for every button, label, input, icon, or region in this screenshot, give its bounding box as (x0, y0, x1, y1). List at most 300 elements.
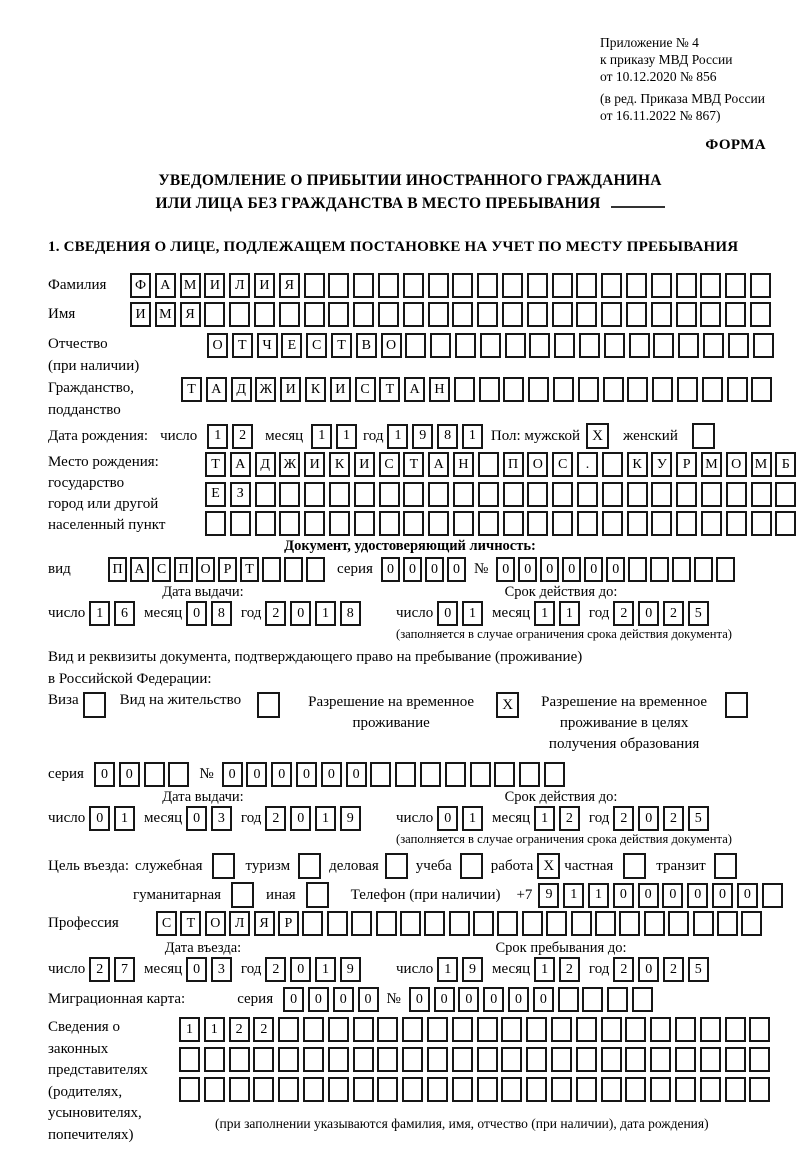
char-box[interactable] (576, 273, 597, 298)
char-box[interactable] (501, 1047, 522, 1072)
char-box[interactable] (403, 273, 424, 298)
char-box[interactable] (424, 911, 445, 936)
char-box[interactable] (526, 1077, 547, 1102)
char-box[interactable]: С (552, 452, 573, 477)
char-box[interactable] (303, 1047, 324, 1072)
char-box[interactable] (353, 302, 374, 327)
char-box[interactable]: К (627, 452, 648, 477)
char-box[interactable]: И (254, 273, 275, 298)
char-box[interactable] (279, 511, 300, 536)
char-box[interactable]: 0 (533, 987, 554, 1012)
char-box[interactable] (552, 273, 573, 298)
char-box[interactable]: 0 (271, 762, 292, 787)
char-box[interactable] (477, 273, 498, 298)
char-box[interactable] (328, 273, 349, 298)
char-box[interactable]: 0 (381, 557, 400, 582)
char-box[interactable]: 9 (412, 424, 433, 449)
purpose-transit-checkbox[interactable] (714, 853, 737, 879)
char-box[interactable]: Д (231, 377, 252, 402)
gender-female-checkbox[interactable] (692, 423, 715, 449)
purpose-work-checkbox[interactable]: X (537, 853, 560, 879)
char-box[interactable]: 0 (687, 883, 708, 908)
purpose-official-checkbox[interactable] (212, 853, 235, 879)
char-box[interactable]: 0 (606, 557, 625, 582)
char-box[interactable]: 0 (283, 987, 304, 1012)
char-box[interactable] (452, 302, 473, 327)
char-box[interactable] (502, 302, 523, 327)
purpose-study-checkbox[interactable] (460, 853, 483, 879)
char-box[interactable] (477, 1017, 498, 1042)
purpose-private-checkbox[interactable] (623, 853, 646, 879)
char-box[interactable] (204, 1047, 225, 1072)
purpose-other-checkbox[interactable] (306, 882, 329, 908)
char-box[interactable] (497, 911, 518, 936)
char-box[interactable] (576, 1017, 597, 1042)
char-box[interactable] (262, 557, 281, 582)
char-box[interactable] (577, 511, 598, 536)
char-box[interactable] (351, 911, 372, 936)
char-box[interactable] (651, 302, 672, 327)
char-box[interactable] (551, 1017, 572, 1042)
char-box[interactable] (378, 302, 399, 327)
char-box[interactable] (619, 911, 640, 936)
char-box[interactable]: Е (205, 482, 226, 507)
char-box[interactable] (725, 1017, 746, 1042)
char-box[interactable]: П (108, 557, 127, 582)
char-box[interactable] (302, 911, 323, 936)
char-box[interactable] (379, 511, 400, 536)
char-box[interactable]: 0 (186, 806, 207, 831)
char-box[interactable] (602, 511, 623, 536)
char-box[interactable]: 0 (246, 762, 267, 787)
char-box[interactable] (168, 762, 189, 787)
char-box[interactable]: 1 (207, 424, 228, 449)
char-box[interactable] (725, 1047, 746, 1072)
char-box[interactable] (255, 482, 276, 507)
char-box[interactable]: 5 (688, 806, 709, 831)
char-box[interactable]: 3 (211, 806, 232, 831)
char-box[interactable]: 0 (562, 557, 581, 582)
char-box[interactable] (306, 557, 325, 582)
char-box[interactable]: 1 (89, 601, 110, 626)
char-box[interactable] (377, 1017, 398, 1042)
char-box[interactable] (701, 482, 722, 507)
char-box[interactable] (601, 1047, 622, 1072)
gender-male-checkbox[interactable]: X (586, 423, 609, 449)
char-box[interactable] (179, 1047, 200, 1072)
char-box[interactable] (602, 452, 623, 477)
char-box[interactable] (379, 482, 400, 507)
char-box[interactable] (501, 1017, 522, 1042)
char-box[interactable] (255, 511, 276, 536)
char-box[interactable]: 0 (584, 557, 603, 582)
char-box[interactable]: М (751, 452, 772, 477)
char-box[interactable]: П (503, 452, 524, 477)
char-box[interactable]: И (204, 273, 225, 298)
char-box[interactable]: 0 (346, 762, 367, 787)
char-box[interactable] (279, 302, 300, 327)
char-box[interactable] (678, 333, 699, 358)
char-box[interactable]: 0 (409, 987, 430, 1012)
char-box[interactable]: Я (180, 302, 201, 327)
char-box[interactable]: 1 (462, 806, 483, 831)
char-box[interactable] (702, 377, 723, 402)
char-box[interactable] (395, 762, 416, 787)
char-box[interactable]: 0 (94, 762, 115, 787)
char-box[interactable]: Е (281, 333, 302, 358)
char-box[interactable] (527, 302, 548, 327)
char-box[interactable]: 9 (538, 883, 559, 908)
char-box[interactable] (354, 511, 375, 536)
char-box[interactable] (284, 557, 303, 582)
char-box[interactable] (701, 511, 722, 536)
char-box[interactable]: У (651, 452, 672, 477)
char-box[interactable]: 2 (613, 601, 634, 626)
char-box[interactable] (775, 482, 796, 507)
char-box[interactable]: 0 (483, 987, 504, 1012)
char-box[interactable] (650, 1047, 671, 1072)
char-box[interactable] (703, 333, 724, 358)
char-box[interactable]: М (155, 302, 176, 327)
char-box[interactable] (502, 273, 523, 298)
char-box[interactable]: 7 (114, 957, 135, 982)
char-box[interactable]: 8 (437, 424, 458, 449)
char-box[interactable] (579, 333, 600, 358)
char-box[interactable] (529, 333, 550, 358)
char-box[interactable] (644, 911, 665, 936)
char-box[interactable]: 0 (222, 762, 243, 787)
char-box[interactable]: 0 (638, 601, 659, 626)
char-box[interactable] (370, 762, 391, 787)
temp-residence-checkbox[interactable]: X (496, 692, 519, 718)
char-box[interactable] (477, 1047, 498, 1072)
char-box[interactable]: Л (229, 911, 250, 936)
char-box[interactable] (727, 377, 748, 402)
char-box[interactable]: Р (278, 911, 299, 936)
char-box[interactable]: С (306, 333, 327, 358)
char-box[interactable]: 0 (613, 883, 634, 908)
char-box[interactable]: 0 (434, 987, 455, 1012)
char-box[interactable]: 1 (588, 883, 609, 908)
char-box[interactable] (629, 333, 650, 358)
char-box[interactable]: А (428, 452, 449, 477)
char-box[interactable]: 2 (559, 957, 580, 982)
char-box[interactable] (204, 1077, 225, 1102)
char-box[interactable]: 0 (296, 762, 317, 787)
char-box[interactable] (601, 1017, 622, 1042)
char-box[interactable] (405, 333, 426, 358)
char-box[interactable]: 2 (663, 957, 684, 982)
char-box[interactable]: Ф (130, 273, 151, 298)
char-box[interactable]: Т (181, 377, 202, 402)
char-box[interactable]: 5 (688, 957, 709, 982)
char-box[interactable]: Т (180, 911, 201, 936)
char-box[interactable] (553, 377, 574, 402)
char-box[interactable] (576, 1047, 597, 1072)
char-box[interactable] (403, 511, 424, 536)
char-box[interactable] (775, 511, 796, 536)
char-box[interactable] (700, 1017, 721, 1042)
char-box[interactable] (377, 1047, 398, 1072)
char-box[interactable]: О (381, 333, 402, 358)
char-box[interactable] (551, 1047, 572, 1072)
char-box[interactable] (452, 273, 473, 298)
char-box[interactable] (303, 1077, 324, 1102)
char-box[interactable]: А (155, 273, 176, 298)
char-box[interactable]: 0 (321, 762, 342, 787)
char-box[interactable] (675, 1047, 696, 1072)
char-box[interactable] (278, 1077, 299, 1102)
char-box[interactable]: Н (453, 452, 474, 477)
char-box[interactable] (402, 1047, 423, 1072)
char-box[interactable]: О (726, 452, 747, 477)
char-box[interactable] (503, 377, 524, 402)
char-box[interactable] (700, 302, 721, 327)
char-box[interactable] (601, 302, 622, 327)
char-box[interactable] (205, 511, 226, 536)
char-box[interactable] (578, 377, 599, 402)
char-box[interactable]: И (330, 377, 351, 402)
char-box[interactable] (716, 557, 735, 582)
char-box[interactable]: 0 (358, 987, 379, 1012)
char-box[interactable] (327, 911, 348, 936)
char-box[interactable]: П (174, 557, 193, 582)
char-box[interactable]: Я (279, 273, 300, 298)
char-box[interactable] (428, 482, 449, 507)
char-box[interactable]: 1 (563, 883, 584, 908)
char-box[interactable] (477, 1077, 498, 1102)
char-box[interactable]: Ж (279, 452, 300, 477)
char-box[interactable] (329, 482, 350, 507)
char-box[interactable] (427, 1047, 448, 1072)
char-box[interactable]: 0 (458, 987, 479, 1012)
char-box[interactable] (650, 1017, 671, 1042)
char-box[interactable]: 0 (496, 557, 515, 582)
char-box[interactable] (522, 911, 543, 936)
char-box[interactable] (328, 1047, 349, 1072)
char-box[interactable]: 1 (315, 806, 336, 831)
residence-permit-checkbox[interactable] (257, 692, 280, 718)
char-box[interactable]: А (404, 377, 425, 402)
char-box[interactable] (602, 482, 623, 507)
char-box[interactable]: 6 (114, 601, 135, 626)
char-box[interactable]: . (577, 452, 598, 477)
char-box[interactable]: К (305, 377, 326, 402)
char-box[interactable]: Р (676, 452, 697, 477)
char-box[interactable] (749, 1047, 770, 1072)
char-box[interactable] (229, 302, 250, 327)
char-box[interactable] (403, 302, 424, 327)
char-box[interactable] (527, 482, 548, 507)
char-box[interactable] (278, 1047, 299, 1072)
char-box[interactable]: 0 (89, 806, 110, 831)
char-box[interactable] (400, 911, 421, 936)
char-box[interactable] (253, 1077, 274, 1102)
char-box[interactable] (750, 273, 771, 298)
char-box[interactable] (328, 1017, 349, 1042)
char-box[interactable] (304, 302, 325, 327)
char-box[interactable]: 3 (211, 957, 232, 982)
char-box[interactable]: Т (403, 452, 424, 477)
char-box[interactable]: 0 (437, 806, 458, 831)
char-box[interactable]: 0 (437, 601, 458, 626)
char-box[interactable]: 0 (308, 987, 329, 1012)
char-box[interactable] (527, 511, 548, 536)
char-box[interactable]: 1 (534, 957, 555, 982)
char-box[interactable] (571, 911, 592, 936)
char-box[interactable] (403, 482, 424, 507)
char-box[interactable] (378, 273, 399, 298)
char-box[interactable] (552, 302, 573, 327)
char-box[interactable]: К (329, 452, 350, 477)
char-box[interactable] (576, 302, 597, 327)
char-box[interactable]: 1 (534, 601, 555, 626)
char-box[interactable] (726, 482, 747, 507)
char-box[interactable] (675, 1077, 696, 1102)
char-box[interactable] (751, 511, 772, 536)
char-box[interactable] (253, 1047, 274, 1072)
char-box[interactable]: А (130, 557, 149, 582)
char-box[interactable] (230, 511, 251, 536)
char-box[interactable] (254, 302, 275, 327)
char-box[interactable] (628, 557, 647, 582)
char-box[interactable] (478, 482, 499, 507)
char-box[interactable]: Ч (257, 333, 278, 358)
char-box[interactable] (762, 883, 783, 908)
char-box[interactable] (728, 333, 749, 358)
char-box[interactable] (551, 1077, 572, 1102)
char-box[interactable] (478, 452, 499, 477)
char-box[interactable] (353, 1047, 374, 1072)
char-box[interactable]: 1 (462, 601, 483, 626)
char-box[interactable]: 0 (290, 601, 311, 626)
char-box[interactable] (627, 511, 648, 536)
char-box[interactable] (725, 1077, 746, 1102)
char-box[interactable] (229, 1047, 250, 1072)
char-box[interactable]: 0 (290, 957, 311, 982)
char-box[interactable] (741, 911, 762, 936)
char-box[interactable]: 1 (437, 957, 458, 982)
char-box[interactable] (582, 987, 603, 1012)
char-box[interactable]: 1 (315, 601, 336, 626)
char-box[interactable]: 0 (186, 601, 207, 626)
char-box[interactable] (479, 377, 500, 402)
char-box[interactable] (303, 1017, 324, 1042)
char-box[interactable] (353, 273, 374, 298)
char-box[interactable] (725, 273, 746, 298)
char-box[interactable] (595, 911, 616, 936)
char-box[interactable]: 0 (662, 883, 683, 908)
char-box[interactable] (749, 1077, 770, 1102)
char-box[interactable] (328, 1077, 349, 1102)
char-box[interactable]: В (356, 333, 377, 358)
char-box[interactable]: 0 (447, 557, 466, 582)
char-box[interactable]: Т (331, 333, 352, 358)
char-box[interactable]: 2 (265, 806, 286, 831)
char-box[interactable] (527, 273, 548, 298)
char-box[interactable] (749, 1017, 770, 1042)
char-box[interactable] (304, 511, 325, 536)
char-box[interactable] (430, 333, 451, 358)
char-box[interactable]: 0 (333, 987, 354, 1012)
char-box[interactable] (428, 302, 449, 327)
char-box[interactable]: Н (429, 377, 450, 402)
char-box[interactable] (470, 762, 491, 787)
char-box[interactable] (668, 911, 689, 936)
char-box[interactable] (503, 482, 524, 507)
char-box[interactable]: 0 (186, 957, 207, 982)
char-box[interactable]: 5 (688, 601, 709, 626)
char-box[interactable]: С (152, 557, 171, 582)
char-box[interactable] (402, 1077, 423, 1102)
char-box[interactable] (676, 482, 697, 507)
char-box[interactable] (480, 333, 501, 358)
char-box[interactable] (494, 762, 515, 787)
char-box[interactable]: 0 (508, 987, 529, 1012)
char-box[interactable] (651, 273, 672, 298)
char-box[interactable]: Б (775, 452, 796, 477)
char-box[interactable] (552, 511, 573, 536)
char-box[interactable]: 0 (425, 557, 444, 582)
char-box[interactable]: 8 (211, 601, 232, 626)
visa-checkbox[interactable] (83, 692, 106, 718)
char-box[interactable]: И (130, 302, 151, 327)
char-box[interactable]: 0 (638, 806, 659, 831)
char-box[interactable]: 1 (559, 601, 580, 626)
char-box[interactable] (576, 1077, 597, 1102)
char-box[interactable] (428, 273, 449, 298)
purpose-humanitarian-checkbox[interactable] (231, 882, 254, 908)
char-box[interactable]: 9 (462, 957, 483, 982)
char-box[interactable]: 8 (340, 601, 361, 626)
purpose-business-checkbox[interactable] (385, 853, 408, 879)
char-box[interactable] (676, 273, 697, 298)
char-box[interactable] (651, 511, 672, 536)
char-box[interactable] (717, 911, 738, 936)
char-box[interactable] (675, 1017, 696, 1042)
char-box[interactable]: И (304, 452, 325, 477)
char-box[interactable] (653, 333, 674, 358)
char-box[interactable] (650, 1077, 671, 1102)
char-box[interactable] (546, 911, 567, 936)
char-box[interactable] (519, 762, 540, 787)
char-box[interactable] (452, 1047, 473, 1072)
char-box[interactable]: 1 (462, 424, 483, 449)
char-box[interactable] (544, 762, 565, 787)
char-box[interactable] (354, 482, 375, 507)
char-box[interactable] (558, 987, 579, 1012)
char-box[interactable] (452, 1017, 473, 1042)
char-box[interactable] (353, 1077, 374, 1102)
char-box[interactable] (625, 1017, 646, 1042)
char-box[interactable]: 1 (204, 1017, 225, 1042)
char-box[interactable] (329, 511, 350, 536)
char-box[interactable] (554, 333, 575, 358)
char-box[interactable] (577, 482, 598, 507)
char-box[interactable] (627, 377, 648, 402)
char-box[interactable]: 2 (663, 806, 684, 831)
char-box[interactable] (453, 482, 474, 507)
char-box[interactable] (376, 911, 397, 936)
char-box[interactable]: 2 (232, 424, 253, 449)
char-box[interactable]: 1 (315, 957, 336, 982)
char-box[interactable]: Ж (255, 377, 276, 402)
char-box[interactable]: 2 (229, 1017, 250, 1042)
char-box[interactable] (626, 302, 647, 327)
char-box[interactable]: 1 (336, 424, 357, 449)
char-box[interactable]: Т (240, 557, 259, 582)
char-box[interactable]: О (207, 333, 228, 358)
